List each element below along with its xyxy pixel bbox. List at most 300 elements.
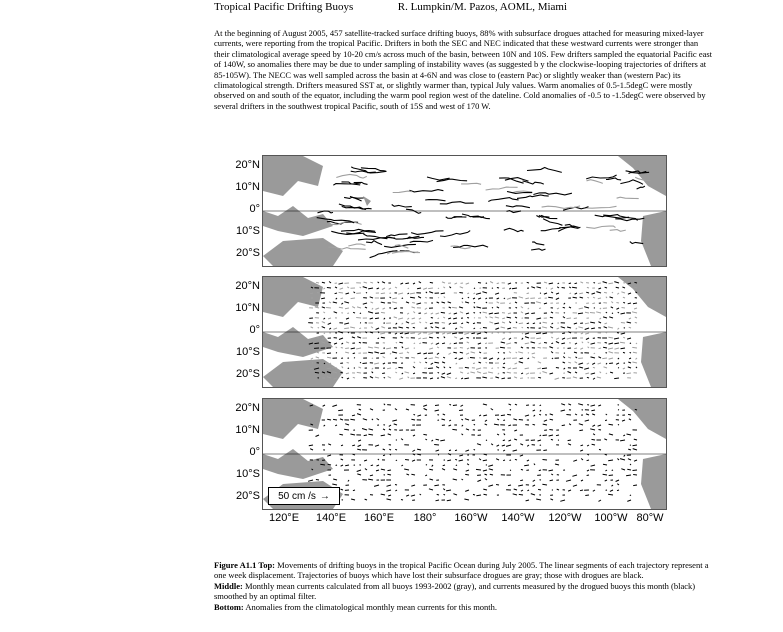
current-vector: [348, 368, 349, 369]
current-vector: [567, 318, 572, 319]
current-vector: [360, 313, 361, 314]
current-vector: [574, 323, 577, 324]
current-vector: [578, 358, 583, 359]
current-vector: [335, 425, 337, 426]
trajectory-segment: [533, 193, 572, 195]
current-vector: [555, 464, 559, 465]
current-vector: [525, 298, 529, 299]
current-vector: [341, 372, 344, 373]
current-vector: [414, 362, 415, 363]
current-vector: [339, 338, 343, 340]
current-vector: [489, 322, 493, 323]
current-vector: [410, 333, 415, 334]
current-vector: [460, 372, 463, 373]
current-vector: [579, 308, 583, 309]
current-vector: [431, 318, 433, 319]
current-vector: [592, 293, 596, 294]
current-vector: [495, 377, 499, 378]
current-vector: [497, 307, 499, 308]
current-vector: [593, 367, 595, 368]
current-vector: [436, 500, 440, 501]
x-axis-labels: [262, 512, 665, 526]
summary-paragraph: At the beginning of August 2005, 457 satellite-tracked surface drifting buoys, 88% with subsurface drogues attached for measuring mixed-layer currents, were reporting from the tropical Pacific. Drifters in both the SEC and NEC indicated that these westward currents were stronger than their climatological average speed by 10-20 cm/s across much of the basin, between 10N and 10S. Few drifters sampled the equatorial Pacific east of 140W, so anomalies there may be due to under sampling of instability waves (as suggested b y the clockwise-looping trajectories of drifters at 85-105W). The NECC was well sampled across the basin at 4-6N and was close to (eastern Pac) or slightly weaker than (western Pac) its climatological strength. Drifters measured SST at, or slightly warmer than, typical July values. Warm anomalies of 0.5-1.5degC were mostly observed on and south of the equator, including the warm pool region west of the dateline. Cold anomalies of -0.5 to -1.5degC were observed by several drifters in the southwest tropical Pacific, south of 15S and west of 170 W.: [214, 28, 713, 111]
current-vector: [502, 378, 506, 379]
current-vector: [495, 293, 499, 294]
current-vector: [395, 449, 397, 450]
current-vector: [420, 494, 421, 495]
current-vector: [359, 328, 361, 329]
current-vector: [474, 302, 475, 303]
current-vector: [417, 449, 421, 450]
current-vector: [634, 282, 637, 283]
current-vector: [609, 317, 613, 318]
current-vector: [507, 328, 511, 329]
current-vector: [568, 362, 571, 363]
current-vector: [357, 307, 361, 308]
x-tick-label: 140°W: [501, 512, 535, 524]
current-vector: [398, 293, 403, 294]
current-vector: [507, 414, 511, 415]
current-vector: [309, 445, 313, 446]
current-vector: [538, 377, 541, 378]
current-vector: [519, 420, 523, 421]
current-vector: [322, 322, 325, 323]
current-vector: [533, 424, 536, 425]
current-vector: [333, 302, 337, 303]
trajectory-segment: [531, 249, 545, 251]
current-vector: [365, 469, 367, 470]
current-vector: [369, 429, 374, 430]
current-vector: [473, 494, 475, 495]
current-vector: [371, 327, 373, 328]
current-vector: [382, 373, 385, 374]
current-vector: [592, 363, 595, 364]
current-vector: [563, 317, 565, 318]
current-vector: [578, 327, 583, 328]
current-vector: [503, 367, 505, 368]
caption-middle: [214, 581, 714, 602]
report-title: Tropical Pacific Drifting Buoys: [214, 1, 354, 13]
current-vector: [561, 404, 565, 405]
current-vector: [359, 342, 361, 343]
current-vector: [329, 282, 331, 284]
current-vector: [352, 337, 355, 338]
current-vector: [449, 353, 452, 354]
current-vector: [401, 500, 403, 501]
current-vector: [425, 322, 427, 323]
current-vector: [310, 449, 313, 450]
current-vector: [449, 425, 452, 426]
current-vector: [598, 357, 601, 358]
current-vector: [579, 293, 583, 294]
current-vector: [348, 480, 349, 482]
current-vector: [437, 494, 439, 495]
current-vector: [567, 327, 571, 328]
current-vector: [525, 333, 529, 334]
current-vector: [447, 500, 451, 501]
current-vector: [628, 414, 631, 415]
current-vector: [477, 372, 481, 373]
current-vector: [590, 429, 595, 430]
current-vector: [375, 318, 379, 319]
current-vector: [449, 420, 451, 421]
current-vector: [394, 317, 397, 318]
current-vector: [626, 475, 631, 476]
current-vector: [432, 440, 434, 441]
current-vector: [375, 308, 379, 309]
current-vector: [621, 333, 625, 334]
current-vector: [503, 450, 505, 451]
current-vector: [502, 338, 505, 340]
current-vector: [322, 327, 325, 328]
current-vector: [539, 308, 541, 309]
current-vector: [398, 367, 403, 368]
y-tick-label: 10°S: [236, 468, 260, 480]
current-vector: [579, 367, 583, 368]
current-vector: [616, 480, 619, 482]
current-vector: [466, 429, 469, 430]
current-vector: [467, 293, 469, 294]
current-vector: [466, 313, 469, 314]
current-vector: [550, 317, 553, 318]
current-vector: [363, 287, 367, 288]
current-vector: [423, 405, 427, 406]
current-vector: [566, 415, 571, 416]
current-vector: [504, 298, 505, 299]
current-vector: [401, 337, 403, 338]
current-vector: [540, 405, 541, 406]
current-vector: [474, 313, 476, 314]
current-vector: [489, 358, 493, 360]
current-vector: [609, 434, 613, 435]
current-vector: [425, 439, 427, 440]
current-vector: [311, 358, 313, 359]
current-vector: [364, 282, 367, 283]
current-vector: [387, 499, 392, 500]
current-vector: [454, 343, 457, 344]
current-vector: [635, 322, 637, 323]
current-vector: [564, 368, 565, 369]
current-vector: [632, 347, 637, 348]
current-vector: [617, 459, 619, 461]
current-vector: [341, 298, 344, 299]
current-vector: [328, 323, 331, 324]
current-vector: [518, 352, 523, 353]
current-vector: [374, 363, 379, 364]
caption-fig-label: Figure A1.1 Top:: [214, 560, 276, 570]
current-vector: [548, 297, 553, 298]
current-vector: [573, 377, 577, 378]
current-vector: [452, 333, 457, 334]
current-vector: [388, 495, 391, 496]
current-vector: [395, 372, 397, 373]
current-vector: [467, 338, 470, 339]
current-vector: [628, 362, 631, 363]
current-vector: [443, 287, 445, 288]
current-vector: [328, 318, 331, 319]
current-vector: [527, 490, 529, 491]
current-vector: [489, 469, 493, 470]
current-vector: [380, 353, 385, 354]
current-vector: [382, 282, 385, 283]
current-vector: [604, 439, 607, 440]
current-vector: [368, 352, 373, 353]
current-vector: [586, 414, 589, 415]
current-vector: [390, 353, 391, 354]
current-vector: [501, 415, 505, 416]
current-vector: [329, 328, 331, 329]
current-vector: [623, 297, 625, 298]
current-vector: [316, 435, 320, 437]
current-vector: [442, 419, 446, 420]
current-vector: [332, 484, 337, 485]
current-vector: [405, 460, 409, 461]
current-vector: [591, 405, 596, 406]
current-vector: [538, 298, 541, 299]
current-vector: [556, 293, 559, 294]
current-vector: [598, 322, 601, 323]
current-vector: [452, 429, 457, 430]
current-vector: [588, 342, 589, 343]
current-vector: [549, 430, 553, 431]
trajectory-map: [263, 156, 666, 266]
current-vector: [593, 434, 595, 435]
current-vector: [363, 363, 368, 364]
current-vector: [620, 440, 625, 441]
current-vector: [567, 338, 571, 339]
current-vector: [574, 352, 577, 353]
current-vector: [362, 429, 367, 431]
current-vector: [562, 288, 565, 289]
current-vector: [384, 318, 385, 319]
current-vector: [408, 288, 409, 289]
current-vector: [344, 323, 349, 324]
current-vector: [485, 474, 488, 475]
current-vector: [340, 419, 343, 420]
current-vector: [585, 328, 589, 330]
current-vector: [447, 333, 451, 334]
current-vector: [580, 490, 583, 491]
current-vector: [425, 358, 428, 359]
trajectory-segment: [461, 183, 481, 184]
current-vector: [480, 328, 481, 329]
current-vector: [568, 440, 571, 441]
current-vector: [551, 343, 553, 344]
current-vector: [402, 373, 403, 374]
current-vector: [399, 342, 403, 343]
current-vector: [453, 405, 457, 406]
current-vector: [599, 449, 601, 450]
current-vector: [550, 419, 553, 420]
current-vector: [447, 377, 451, 378]
current-vector: [462, 434, 464, 435]
current-vector: [534, 464, 535, 465]
current-vector: [365, 307, 367, 308]
current-vector: [563, 362, 565, 363]
current-vector: [389, 425, 391, 426]
current-vector: [561, 410, 565, 411]
current-vector: [497, 419, 499, 420]
current-vector: [597, 377, 601, 378]
current-vector: [536, 499, 541, 500]
current-vector: [479, 459, 481, 460]
current-vector: [346, 342, 349, 343]
current-vector: [452, 307, 457, 308]
current-vector: [561, 343, 565, 344]
current-vector: [456, 465, 457, 466]
current-vector: [384, 404, 385, 405]
current-vector: [630, 343, 631, 344]
current-vector: [620, 342, 625, 343]
current-vector: [587, 445, 589, 446]
current-vector: [408, 293, 410, 294]
current-vector: [506, 445, 511, 446]
current-vector: [435, 410, 439, 411]
current-vector: [381, 494, 385, 495]
current-vector: [558, 283, 559, 284]
current-vector: [346, 373, 349, 374]
current-vector: [447, 460, 451, 461]
current-vector: [509, 404, 512, 405]
current-vector: [344, 429, 349, 430]
current-vector: [395, 287, 397, 288]
current-vector: [467, 342, 469, 343]
current-vector: [431, 363, 433, 364]
current-vector: [316, 357, 319, 358]
current-vector: [587, 470, 589, 471]
current-vector: [345, 352, 349, 353]
current-vector: [353, 353, 355, 354]
current-vector: [357, 449, 361, 450]
current-vector: [633, 352, 637, 353]
current-vector: [402, 323, 403, 324]
current-vector: [556, 368, 559, 369]
current-vector: [381, 293, 385, 294]
current-vector: [442, 323, 445, 324]
current-vector: [431, 327, 433, 328]
current-vector: [332, 405, 337, 407]
current-vector: [536, 338, 541, 339]
current-vector: [622, 287, 625, 288]
current-vector: [372, 308, 373, 309]
current-vector: [388, 434, 391, 435]
current-vector: [633, 475, 637, 476]
current-vector: [532, 353, 535, 354]
current-vector: [598, 283, 601, 284]
current-vector: [477, 480, 481, 482]
current-vector: [575, 293, 577, 294]
y-tick-label: 10°N: [235, 181, 260, 193]
current-vector: [527, 323, 529, 324]
current-vector: [549, 347, 553, 348]
current-vector: [474, 307, 475, 308]
current-vector: [435, 327, 439, 328]
current-vector: [459, 358, 463, 359]
current-vector: [335, 293, 337, 294]
current-vector: [609, 363, 613, 364]
current-vector: [485, 298, 487, 299]
current-vector: [425, 475, 427, 476]
trajectory-segment: [517, 195, 549, 199]
current-vector: [617, 490, 619, 491]
current-vector: [592, 425, 595, 426]
current-vector: [356, 348, 361, 349]
current-vector: [471, 333, 475, 334]
current-vector: [453, 323, 457, 324]
current-vector: [594, 353, 595, 354]
current-vector: [531, 494, 535, 495]
current-vector: [525, 415, 529, 416]
current-vector: [360, 287, 361, 288]
current-vector: [549, 435, 553, 436]
current-vector: [573, 460, 577, 461]
current-vector: [425, 297, 427, 298]
current-vector: [560, 500, 565, 501]
current-vector: [449, 450, 451, 451]
current-vector: [400, 333, 403, 334]
current-vector: [423, 338, 427, 339]
current-vector: [374, 347, 379, 348]
current-vector: [368, 312, 373, 313]
current-vector: [557, 489, 559, 490]
current-vector: [515, 363, 518, 364]
trajectory-segment: [341, 229, 375, 231]
current-vector: [442, 469, 445, 470]
current-vector: [485, 343, 487, 344]
current-vector: [536, 333, 541, 334]
trajectory-segment: [532, 242, 544, 245]
current-vector: [394, 308, 397, 309]
current-vector: [368, 479, 373, 480]
current-vector: [497, 298, 499, 299]
current-vector: [456, 363, 457, 364]
current-vector: [536, 302, 541, 303]
current-vector: [429, 469, 433, 470]
current-vector: [436, 313, 439, 314]
current-vector: [407, 352, 409, 353]
current-vector: [417, 288, 421, 289]
current-vector: [406, 474, 409, 475]
y-tick-label: 0°: [249, 324, 260, 336]
current-vector: [508, 425, 511, 426]
current-vector: [519, 494, 523, 495]
y-tick-label: 10°S: [236, 346, 260, 358]
current-vector: [528, 358, 530, 359]
current-vector: [502, 322, 505, 323]
current-vector: [584, 307, 589, 308]
trajectory-segment: [523, 181, 544, 184]
current-vector: [476, 469, 481, 470]
current-vector: [442, 343, 445, 344]
trajectory-segment: [542, 206, 581, 209]
current-vector: [405, 372, 410, 373]
current-vector: [341, 465, 343, 466]
current-vector: [509, 288, 511, 289]
current-vector: [344, 302, 349, 303]
current-vector: [430, 378, 433, 379]
current-vector: [455, 459, 457, 460]
trajectory-segment: [543, 219, 562, 226]
current-vector: [514, 489, 517, 490]
current-vector: [449, 404, 451, 405]
current-vector: [540, 410, 541, 411]
current-vector: [406, 327, 409, 328]
current-vector: [402, 347, 403, 348]
current-vector: [478, 283, 481, 284]
current-vector: [497, 445, 500, 446]
current-vector: [508, 440, 511, 441]
current-vector: [423, 434, 427, 435]
